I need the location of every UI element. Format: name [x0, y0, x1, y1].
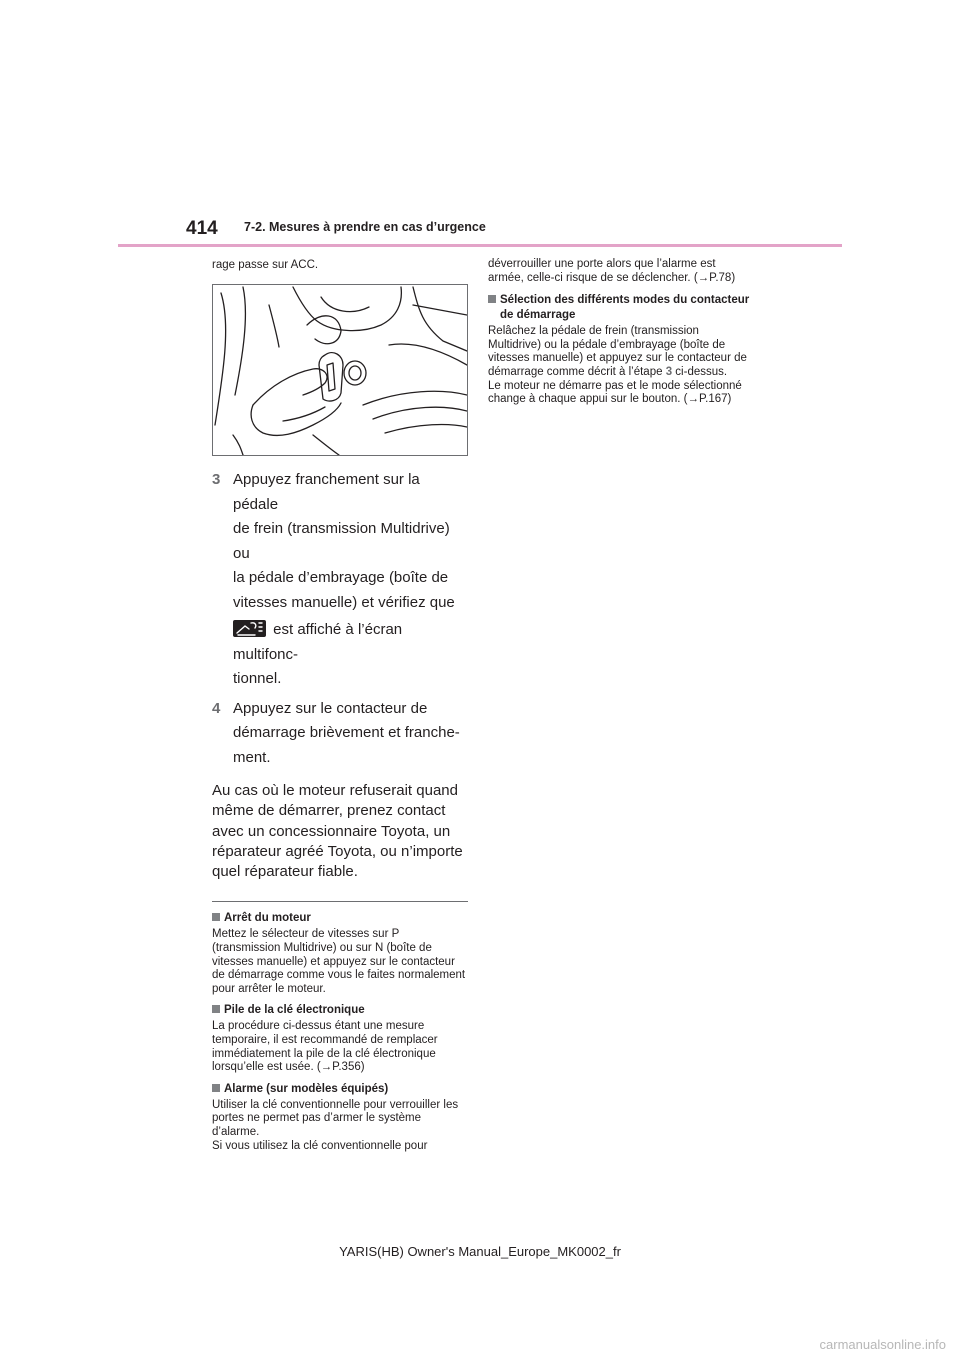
note-start-modes — [488, 293, 754, 407]
step-3 — [212, 468, 468, 692]
left-column — [212, 258, 468, 1160]
step-3-line: vitesses manuelle) et vérifiez que — [233, 593, 455, 611]
note-text: Mettez le sélecteur de vitesses sur P (transmission Multidrive) ou sur N (boîte de vitesses manuelle) et appuyez sur le contacteur de démarrage comme vous le faites normalement pour arrêter le moteur. — [212, 928, 466, 995]
square-bullet-icon — [212, 1084, 220, 1092]
right-column — [488, 258, 754, 414]
square-bullet-icon — [212, 1005, 220, 1013]
note-engine-stop — [212, 911, 468, 996]
brake-pedal-indicator-icon — [233, 620, 266, 637]
note-text: Utiliser la clé conventionnelle pour verrouiller les portes ne permet pas d’armer le système d’alarme. Si vous utilisez la clé conventionnelle pour — [212, 1098, 459, 1152]
note-text: Le moteur ne démarre pas et le mode sélectionné change à chaque appui sur le bouton. (→P.167) — [488, 379, 742, 406]
step-ref: 3 — [665, 365, 673, 378]
step-3-line: tionnel. — [233, 670, 282, 687]
note-alarm — [212, 1082, 468, 1153]
step-4 — [212, 697, 468, 771]
step-4-line: Appuyez sur le contacteur de — [233, 699, 428, 717]
step-3-line: la pédale d’embrayage (boîte de — [233, 569, 449, 586]
note-text: La procédure ci-dessus étant une mesure temporaire, il est recommandé de remplacer immédiatement la pile de la clé électronique lorsqu’elle est usée. (→P.356) — [212, 1020, 438, 1074]
note-text-part: ci-dessus. — [672, 365, 728, 378]
page-number: 414 — [186, 218, 218, 239]
square-bullet-icon — [488, 295, 496, 303]
note-title: Pile de la clé électronique — [224, 1004, 365, 1017]
header-rule — [118, 244, 842, 247]
note-key-battery — [212, 1003, 468, 1074]
step-number: 4 — [212, 699, 221, 717]
step-number: 3 — [212, 471, 221, 488]
step-4-line: ment. — [233, 748, 271, 766]
step-3-line: est affiché à l’écran multifonc- — [233, 621, 403, 663]
note-text — [488, 325, 754, 379]
body-paragraph: Au cas où le moteur refuserait quand même de démarrer, prenez contact avec un concessionnaire Toyota, un réparateur agréé Toyota, ou n’importe quel réparateur fiable. — [212, 782, 463, 881]
square-bullet-icon — [212, 913, 220, 921]
note-text-part: Relâchez la pédale de frein (transmission Multidrive) ou la pédale d’embrayage (boîte de vitesses manuelle) et appuyez sur le contacteur de démarrage comme décrit à l’étape — [488, 325, 747, 378]
note-title: Alarme (sur modèles équipés) — [224, 1082, 389, 1095]
divider — [212, 901, 468, 902]
intro-text: rage passe sur ACC. — [212, 259, 319, 271]
footer-manual-id: YARIS(HB) Owner's Manual_Europe_MK0002_fr — [339, 1244, 621, 1259]
step-4-line: démarrage brièvement et franche- — [233, 724, 460, 741]
note-title: Sélection des différents modes du contacteur de démarrage — [500, 294, 750, 322]
watermark: carmanualsonline.info — [819, 1337, 946, 1352]
step-3-line: de frein (transmission Multidrive) ou — [233, 520, 450, 562]
note-title: Arrêt du moteur — [224, 912, 311, 925]
step-3-line: Appuyez franchement sur la pédale — [233, 471, 420, 513]
push-start-button-illustration — [212, 284, 468, 456]
section-title: 7-2. Mesures à prendre en cas d’urgence — [244, 220, 486, 234]
alarm-continuation: déverrouiller une porte alors que l’alarme est armée, celle-ci risque de se déclencher. (→P.78) — [488, 258, 736, 284]
